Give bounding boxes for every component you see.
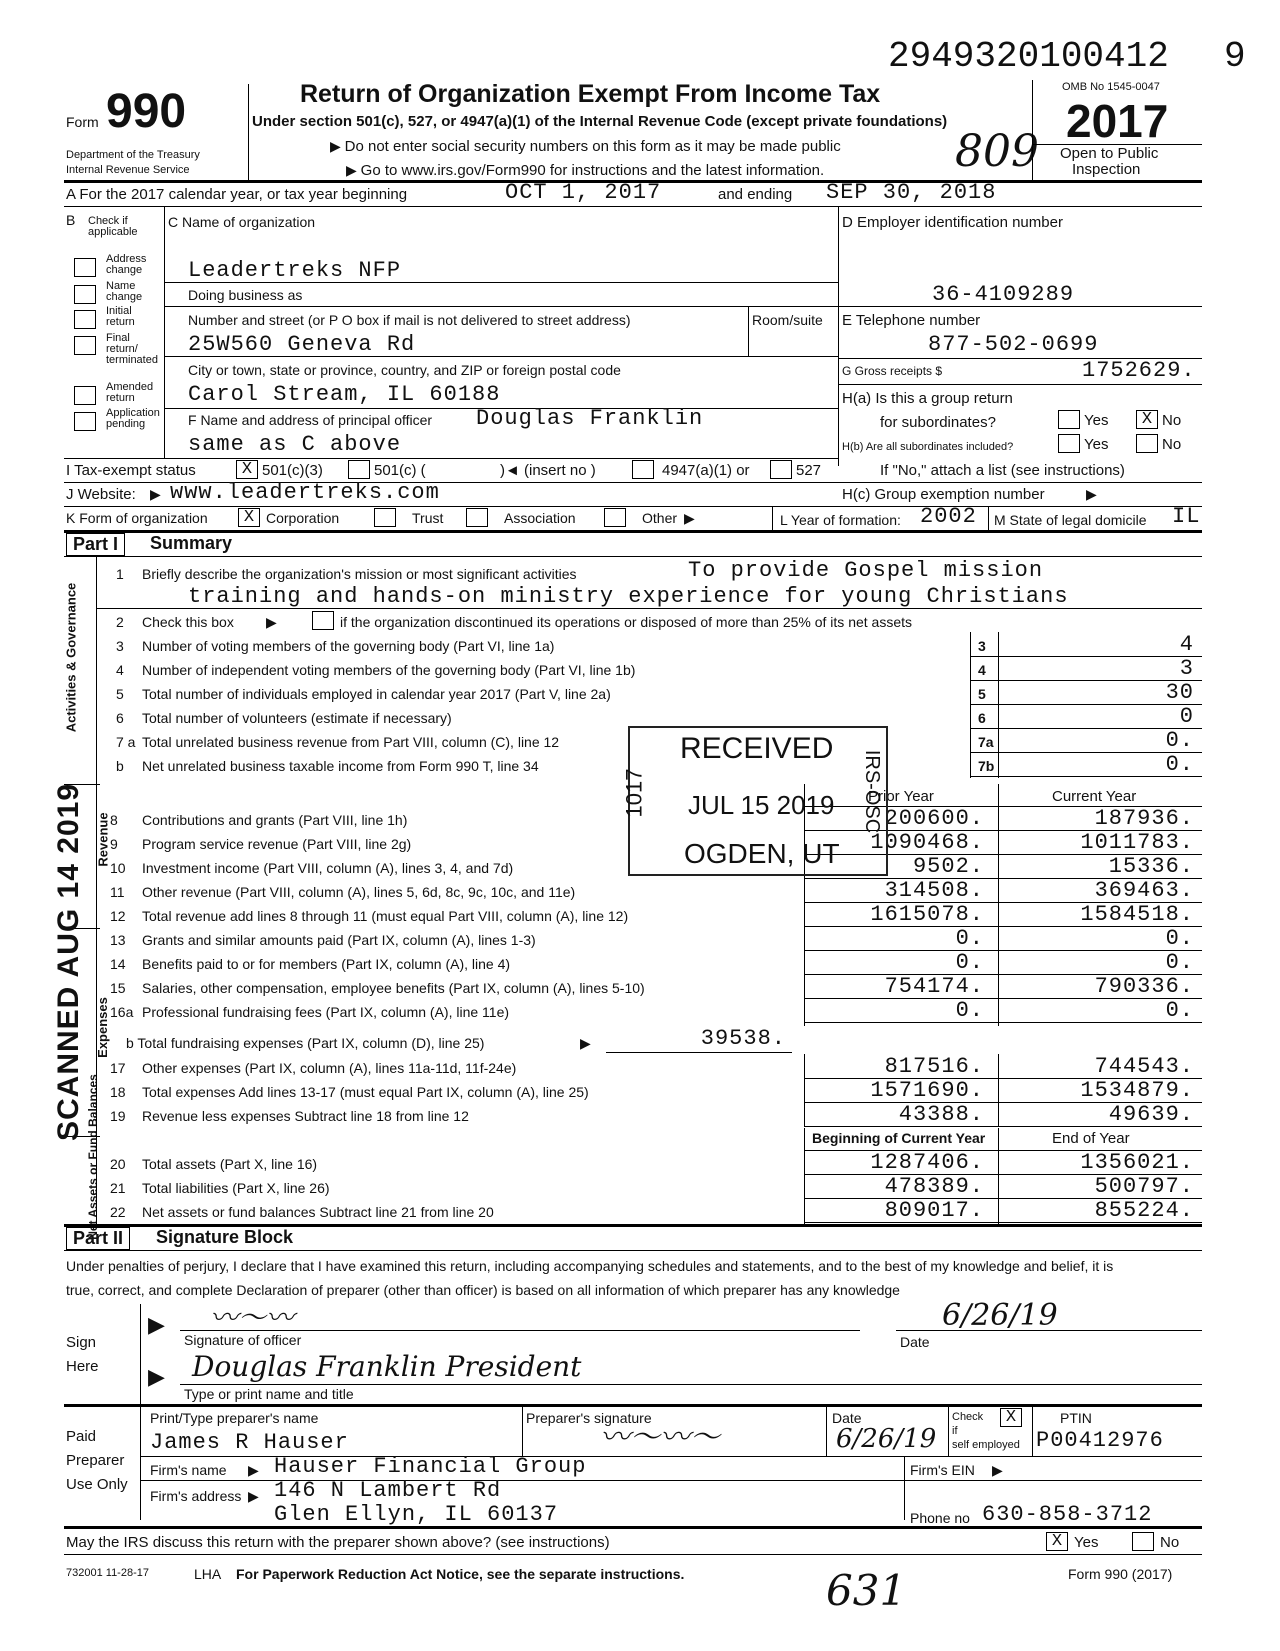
tax-year: 2017 (1066, 95, 1169, 147)
handwritten-631: 631 (826, 1566, 907, 1615)
if-label: if (952, 1425, 958, 1437)
fin-line-number: 17 (110, 1060, 126, 1076)
row-divider (804, 1126, 1202, 1127)
line16b-label: b Total fundraising expenses (Part IX, column (D), line 25) (126, 1035, 485, 1051)
row-divider (970, 776, 1202, 777)
open-public: Open to Public (1060, 145, 1159, 162)
ha-no-checkbox[interactable]: X (1136, 410, 1158, 429)
prior-year-value: 1571690. (870, 1078, 984, 1103)
stamp-irs-osc: IRS-OSC (861, 749, 884, 834)
current-year-value: 369463. (1094, 878, 1194, 903)
insert-no-label: )◄ (insert no ) (500, 462, 596, 479)
tax-year-begin: OCT 1, 2017 (505, 180, 662, 205)
dept-irs: Internal Revenue Service (66, 164, 190, 176)
current-year-value: 0. (1165, 998, 1194, 1023)
gov-line-box: 6 (978, 710, 986, 726)
dba-label: Doing business as (188, 287, 303, 303)
sign-date-label: Date (900, 1334, 930, 1350)
hc-arrow-icon: ▶ (1086, 486, 1097, 502)
prior-year-value: 314508. (884, 878, 984, 903)
paid-label: Paid (66, 1428, 97, 1445)
dln-number: 2949320100412 (888, 36, 1169, 77)
b-check-label: Check if applicable (88, 215, 138, 238)
ha-yes-label: Yes (1084, 412, 1109, 429)
address-change-label: Address change (106, 253, 147, 276)
association-label: Association (504, 510, 576, 526)
domicile-state: IL (1172, 504, 1201, 529)
prior-year-header: Prior Year (868, 788, 934, 805)
status-4947-label: 4947(a)(1) or (662, 462, 750, 479)
gov-line-box: 7a (978, 734, 994, 750)
col-divider (998, 784, 999, 1026)
gov-line-number: 3 (116, 638, 124, 654)
mission-line2: training and hands-on ministry experience for young Christians (188, 584, 1069, 609)
perjury-line2: true, correct, and complete Declaration of preparer (other than officer) is based on all information of which preparer has any knowledge (66, 1282, 900, 1298)
col-divider (998, 632, 999, 778)
gov-line-number: 5 (116, 686, 124, 702)
d-label: D Employer identification number (842, 214, 1063, 231)
g-label: G Gross receipts $ (842, 364, 943, 378)
current-year-value: 744543. (1094, 1054, 1194, 1079)
type-name-label: Type or print name and title (184, 1386, 354, 1402)
c-label: C Name of organization (168, 214, 316, 230)
fin-line-label: Investment income (Part VIII, column (A), lines 3, 4, and 7d) (142, 860, 514, 876)
firm-phone: 630-858-3712 (982, 1502, 1153, 1527)
arrow-right-icon: ▶ (346, 162, 361, 178)
dln-suffix: 9 (1224, 36, 1246, 77)
current-year-value: 790336. (1094, 974, 1194, 999)
side-label-governance: Activities & Governance (63, 582, 79, 733)
fin-line-label: Other revenue (Part VIII, column (A), lines 5, 6d, 8c, 9c, 10c, and 11e) (142, 884, 576, 900)
current-year-value: 1534879. (1080, 1078, 1194, 1103)
amended-return-checkbox[interactable] (74, 386, 96, 405)
fin-line-label: Total liabilities (Part X, line 26) (142, 1180, 330, 1196)
year-formation: 2002 (920, 504, 977, 529)
row-divider (804, 1022, 1202, 1023)
other-label: Other (642, 510, 678, 526)
trust-label: Trust (412, 510, 444, 526)
fin-line-number: 15 (110, 980, 126, 996)
part1-tag: Part I (66, 533, 125, 556)
ha-label: H(a) Is this a group return (842, 390, 1013, 407)
prior-year-value: 0. (955, 926, 984, 951)
prior-year-value: 478389. (884, 1174, 984, 1199)
line1-label: Briefly describe the organization's mission or most significant activities (142, 566, 577, 582)
ha-no-label: No (1162, 412, 1182, 429)
room-label: Room/suite (752, 312, 823, 328)
col-divider (998, 1128, 999, 1224)
firm-addr-label: Firm's address (150, 1488, 242, 1504)
scanned-stamp: SCANNED AUG 14 2019 (52, 782, 86, 1142)
current-year-value: 1584518. (1080, 902, 1194, 927)
gov-line-value: 30 (1165, 680, 1194, 705)
footer-code: 732001 11-28-17 (66, 1567, 149, 1579)
website-arrow-icon: ▶ (150, 486, 161, 502)
dept-treasury: Department of the Treasury (66, 149, 200, 161)
final-return-checkbox[interactable] (74, 336, 96, 355)
other-checkbox[interactable] (604, 508, 626, 527)
gov-line-number: b (116, 758, 124, 774)
gov-line-value: 0. (1165, 728, 1194, 753)
and-ending-label: and ending (718, 186, 793, 203)
fin-line-number: 18 (110, 1084, 126, 1100)
b-label: B (66, 212, 76, 228)
prior-year-value: 754174. (884, 974, 984, 999)
fin-line-label: Other expenses (Part IX, column (A), lines 11a-11d, 11f-24e) (142, 1060, 517, 1076)
col-divider (804, 1054, 805, 1126)
prior-year-value: 817516. (884, 1054, 984, 1079)
hb-no-checkbox[interactable] (1136, 434, 1158, 453)
hc-label: H(c) Group exemption number (842, 486, 1045, 503)
prep-sig-label: Preparer's signature (526, 1410, 652, 1426)
side-label-net-assets: Net Assets or Fund Balances (85, 1074, 100, 1240)
gov-line-number: 7 a (116, 734, 136, 750)
trust-checkbox[interactable] (374, 508, 396, 527)
fin-line-number: 9 (110, 836, 118, 852)
fin-line-label: Revenue less expenses Subtract line 18 from line 12 (142, 1108, 469, 1124)
status-527-checkbox[interactable] (770, 460, 792, 479)
hb-label: H(b) Are all subordinates included? (842, 441, 1014, 453)
preparer-label: Preparer (66, 1452, 125, 1469)
prior-year-value: 1090468. (870, 830, 984, 855)
use-only-label: Use Only (66, 1476, 128, 1493)
fin-line-number: 20 (110, 1156, 126, 1172)
prior-year-value: 200600. (884, 806, 984, 831)
association-checkbox[interactable] (466, 508, 488, 527)
perjury-line1: Under penalties of perjury, I declare that I have examined this return, including accompanying schedules and statements, and to the best of my knowledge and belief, it is (66, 1258, 1114, 1274)
name-change-checkbox[interactable] (74, 285, 96, 304)
f-label: F Name and address of principal officer (188, 412, 433, 428)
city-state-zip: Carol Stream, IL 60188 (188, 382, 501, 407)
fin-line-label: Benefits paid to or for members (Part IX, column (A), line 4) (142, 956, 511, 972)
fin-line-number: 19 (110, 1108, 126, 1124)
current-year-value: 0. (1165, 926, 1194, 951)
current-year-header: Current Year (1052, 788, 1137, 805)
handwritten-809: 809 (955, 126, 1039, 177)
line-a-label: A For the 2017 calendar year, or tax year beginning (66, 186, 408, 203)
fin-line-label: Grants and similar amounts paid (Part IX, column (A), lines 1-3) (142, 932, 536, 948)
corporation-label: Corporation (266, 510, 340, 526)
hb-yes-checkbox[interactable] (1058, 434, 1080, 453)
line2-checkbox[interactable] (312, 611, 334, 630)
gov-line-number: 4 (116, 662, 124, 678)
l-label: L Year of formation: (780, 512, 901, 528)
gov-line-value: 0. (1165, 752, 1194, 777)
current-year-value: 1011783. (1080, 830, 1194, 855)
mission-line1: To provide Gospel mission (688, 558, 1044, 583)
fin-line-label: Total assets (Part X, line 16) (142, 1156, 318, 1172)
gov-line-value: 3 (1179, 656, 1194, 681)
footer-pra: For Paperwork Reduction Act Notice, see the separate instructions. (236, 1566, 685, 1582)
prior-year-value: 43388. (898, 1102, 984, 1127)
eoy-header: End of Year (1052, 1130, 1130, 1147)
m-label: M State of legal domicile (994, 512, 1147, 528)
final-return-label: Final return/ terminated (106, 332, 158, 366)
line2-number: 2 (116, 614, 124, 630)
here-label: Here (66, 1358, 99, 1375)
line1-number: 1 (116, 566, 124, 582)
amended-return-label: Amended return (106, 381, 154, 404)
gov-line-box: 7b (978, 758, 995, 774)
footer-form: Form 990 (2017) (1068, 1566, 1173, 1582)
fin-line-number: 14 (110, 956, 126, 972)
current-year-value: 187936. (1094, 806, 1194, 831)
irs-link-notice: ▶ Go to www.irs.gov/Form990 for instructions and the latest information. (346, 162, 825, 179)
check-label: Check (952, 1411, 984, 1423)
gov-line-label: Net unrelated business taxable income from Form 990 T, line 34 (142, 758, 539, 774)
hb-yes-label: Yes (1084, 436, 1109, 453)
prep-date-label: Date (832, 1410, 862, 1426)
gov-line-label: Total number of individuals employed in calendar year 2017 (Part V, line 2a) (142, 686, 611, 702)
firm-address-line2: Glen Ellyn, IL 60137 (274, 1502, 559, 1527)
officer-address: same as C above (188, 432, 402, 457)
website: www.leadertreks.com (170, 480, 440, 505)
discuss-yes-label: Yes (1074, 1534, 1099, 1551)
fin-line-number: 8 (110, 812, 118, 828)
current-year-value: 15336. (1108, 854, 1194, 879)
ptin: P00412976 (1036, 1428, 1164, 1453)
part2-tag: Part II (66, 1227, 130, 1250)
side-label-revenue: Revenue (95, 812, 111, 867)
address-change-checkbox[interactable] (74, 258, 96, 277)
inspection: Inspection (1072, 161, 1141, 178)
form-subtitle: Under section 501(c), 527, or 4947(a)(1) of the Internal Revenue Code (except private foundations) (252, 113, 948, 130)
stamp-city: OGDEN, UT (684, 838, 840, 869)
k-label: K Form of organization (66, 510, 208, 526)
form-label: Form (66, 114, 99, 130)
initial-return-label: Initial return (106, 305, 135, 328)
firm-ein-arrow-icon: ▶ (992, 1462, 1003, 1478)
firm-address-line1: 146 N Lambert Rd (274, 1478, 502, 1503)
gov-line-value: 4 (1179, 632, 1194, 657)
tax-year-end: SEP 30, 2018 (826, 180, 997, 205)
sign-arrow-icon: ▶ (148, 1312, 165, 1337)
officer-printed-name: Douglas Franklin President (192, 1350, 582, 1383)
name-change-label: Name change (106, 280, 143, 303)
officer-signature: 〰〜〰 (210, 1301, 295, 1334)
fin-line-number: 13 (110, 932, 126, 948)
fin-line-number: 11 (110, 884, 125, 900)
part2-title: Signature Block (156, 1227, 294, 1247)
e-label: E Telephone number (842, 312, 981, 329)
application-pending-checkbox[interactable] (74, 412, 96, 431)
fin-line-label: Total revenue add lines 8 through 11 (must equal Part VIII, column (A), line 12) (142, 908, 629, 924)
ha-sub-label: for subordinates? (880, 414, 996, 431)
ha-yes-checkbox[interactable] (1058, 410, 1080, 429)
row-divider (804, 1222, 1202, 1223)
form-title: Return of Organization Exempt From Income Tax (300, 80, 881, 108)
form-number: 990 (106, 85, 187, 138)
fin-line-label: Professional fundraising fees (Part IX, column (A), line 11e) (142, 1004, 510, 1020)
status-527-label: 527 (796, 462, 822, 479)
ssn-notice: ▶ Do not enter social security numbers on this form as it may be made public (330, 138, 841, 155)
gov-line-box: 5 (978, 686, 986, 702)
self-employed-checkbox[interactable]: X (1000, 1408, 1022, 1427)
ptin-label: PTIN (1060, 1410, 1092, 1426)
gov-line-label: Total unrelated business revenue from Part VIII, column (C), line 12 (142, 734, 560, 750)
city-label: City or town, state or province, country, and ZIP or foreign postal code (188, 362, 621, 378)
fin-line-label: Contributions and grants (Part VIII, line 1h) (142, 812, 408, 828)
fin-line-number: 16a (110, 1004, 134, 1020)
i-label: I Tax-exempt status (66, 462, 196, 479)
application-pending-label: Application pending (106, 407, 160, 430)
status-501c-label: 501(c) ( (374, 462, 426, 479)
current-year-value: 1356021. (1080, 1150, 1194, 1175)
prior-year-value: 1615078. (870, 902, 984, 927)
firm-name-label: Firm's name (150, 1462, 227, 1478)
preparer-signature: 〰〜〰〜 (600, 1420, 720, 1455)
fin-line-number: 21 (110, 1180, 126, 1196)
org-name: Leadertreks NFP (188, 258, 402, 283)
prep-name-label: Print/Type preparer's name (150, 1410, 319, 1426)
street-address: 25W560 Geneva Rd (188, 332, 416, 357)
side-label-expenses: Expenses (94, 997, 110, 1058)
j-label: J Website: (66, 486, 136, 503)
fin-line-number: 10 (110, 860, 126, 876)
gov-line-label: Number of independent voting members of the governing body (Part VI, line 1b) (142, 662, 636, 678)
telephone: 877-502-0699 (928, 332, 1099, 357)
firm-addr-arrow-icon: ▶ (248, 1488, 259, 1504)
preparer-date: 6/26/19 (836, 1424, 937, 1454)
prior-year-value: 1287406. (870, 1150, 984, 1175)
gov-line-value: 0 (1179, 704, 1194, 729)
initial-return-checkbox[interactable] (74, 310, 96, 329)
hb-no-label: No (1162, 436, 1182, 453)
preparer-name: James R Hauser (150, 1430, 349, 1455)
sig-officer-label: Signature of officer (184, 1332, 302, 1348)
firm-phone-label: Phone no (910, 1510, 970, 1526)
prior-year-value: 0. (955, 950, 984, 975)
omb-number: OMB No 1545-0047 (1062, 81, 1160, 93)
col-divider (970, 632, 971, 778)
prior-year-value: 9502. (912, 854, 984, 879)
gross-receipts: 1752629. (1082, 358, 1196, 383)
status-501c3-checkbox[interactable]: X (236, 460, 258, 479)
gov-line-number: 6 (116, 710, 124, 726)
current-year-value: 0. (1165, 950, 1194, 975)
self-employed-label: self employed (952, 1439, 1020, 1451)
discuss-yes-checkbox[interactable]: X (1046, 1532, 1068, 1551)
col-divider (804, 1128, 805, 1224)
line16b-value: 39538. (700, 1026, 786, 1051)
fin-line-label: Total expenses Add lines 13-17 (must equal Part IX, column (A), line 25) (142, 1084, 589, 1100)
header-divider (804, 1150, 1202, 1151)
boy-header: Beginning of Current Year (812, 1130, 986, 1146)
received-stamp (621, 726, 888, 876)
sign-label: Sign (66, 1334, 97, 1351)
line2-arrow-icon: ▶ (266, 614, 277, 630)
firm-ein-label: Firm's EIN (910, 1462, 975, 1478)
gov-line-box: 3 (978, 638, 986, 654)
hb-note: If "No," attach a list (see instructions) (880, 462, 1125, 479)
current-year-value: 500797. (1094, 1174, 1194, 1199)
current-year-value: 855224. (1094, 1198, 1194, 1223)
discuss-question: May the IRS discuss this return with the preparer shown above? (see instructions) (66, 1534, 610, 1551)
other-arrow-icon: ▶ (684, 510, 695, 526)
gov-line-label: Number of voting members of the governing body (Part VI, line 1a) (142, 638, 555, 654)
current-year-value: 49639. (1108, 1102, 1194, 1127)
corporation-checkbox[interactable]: X (238, 508, 260, 527)
gov-line-label: Total number of volunteers (estimate if necessary) (142, 710, 452, 726)
prior-year-value: 809017. (884, 1198, 984, 1223)
line2-text: if the organization discontinued its operations or disposed of more than 25% of its net assets (340, 614, 913, 630)
status-501c-checkbox[interactable] (348, 460, 370, 479)
line16b-arrow-icon: ▶ (580, 1035, 591, 1051)
fin-line-label: Salaries, other compensation, employee benefits (Part IX, column (A), lines 5-10) (142, 980, 645, 996)
officer-name: Douglas Franklin (476, 406, 704, 431)
stamp-received-text: RECEIVED (680, 732, 834, 765)
street-label: Number and street (or P O box if mail is not delivered to street address) (188, 312, 631, 328)
discuss-no-label: No (1160, 1534, 1180, 1551)
discuss-no-checkbox[interactable] (1132, 1532, 1154, 1551)
arrow-right-icon: ▶ (330, 138, 345, 154)
line2-label: Check this box (142, 614, 234, 630)
stamp-date: JUL 15 2019 (688, 790, 835, 820)
fin-line-number: 22 (110, 1204, 126, 1220)
firm-arrow-icon: ▶ (248, 1462, 259, 1478)
part1-title: Summary (150, 533, 233, 553)
prior-year-value: 0. (955, 998, 984, 1023)
sign-date: 6/26/19 (942, 1298, 1058, 1333)
gov-line-box: 4 (978, 662, 986, 678)
col-divider (998, 1054, 999, 1126)
status-501c3-label: 501(c)(3) (262, 462, 323, 479)
fin-line-number: 12 (110, 908, 126, 924)
footer-lha: LHA (194, 1566, 222, 1582)
ein: 36-4109289 (932, 282, 1075, 307)
status-4947-checkbox[interactable] (632, 460, 654, 479)
fin-line-label: Net assets or fund balances Subtract line 21 from line 20 (142, 1204, 494, 1220)
fin-line-label: Program service revenue (Part VIII, line 2g) (142, 836, 412, 852)
firm-name: Hauser Financial Group (274, 1454, 587, 1479)
stamp-number: 1017 (621, 768, 647, 818)
name-arrow-icon: ▶ (148, 1364, 165, 1389)
